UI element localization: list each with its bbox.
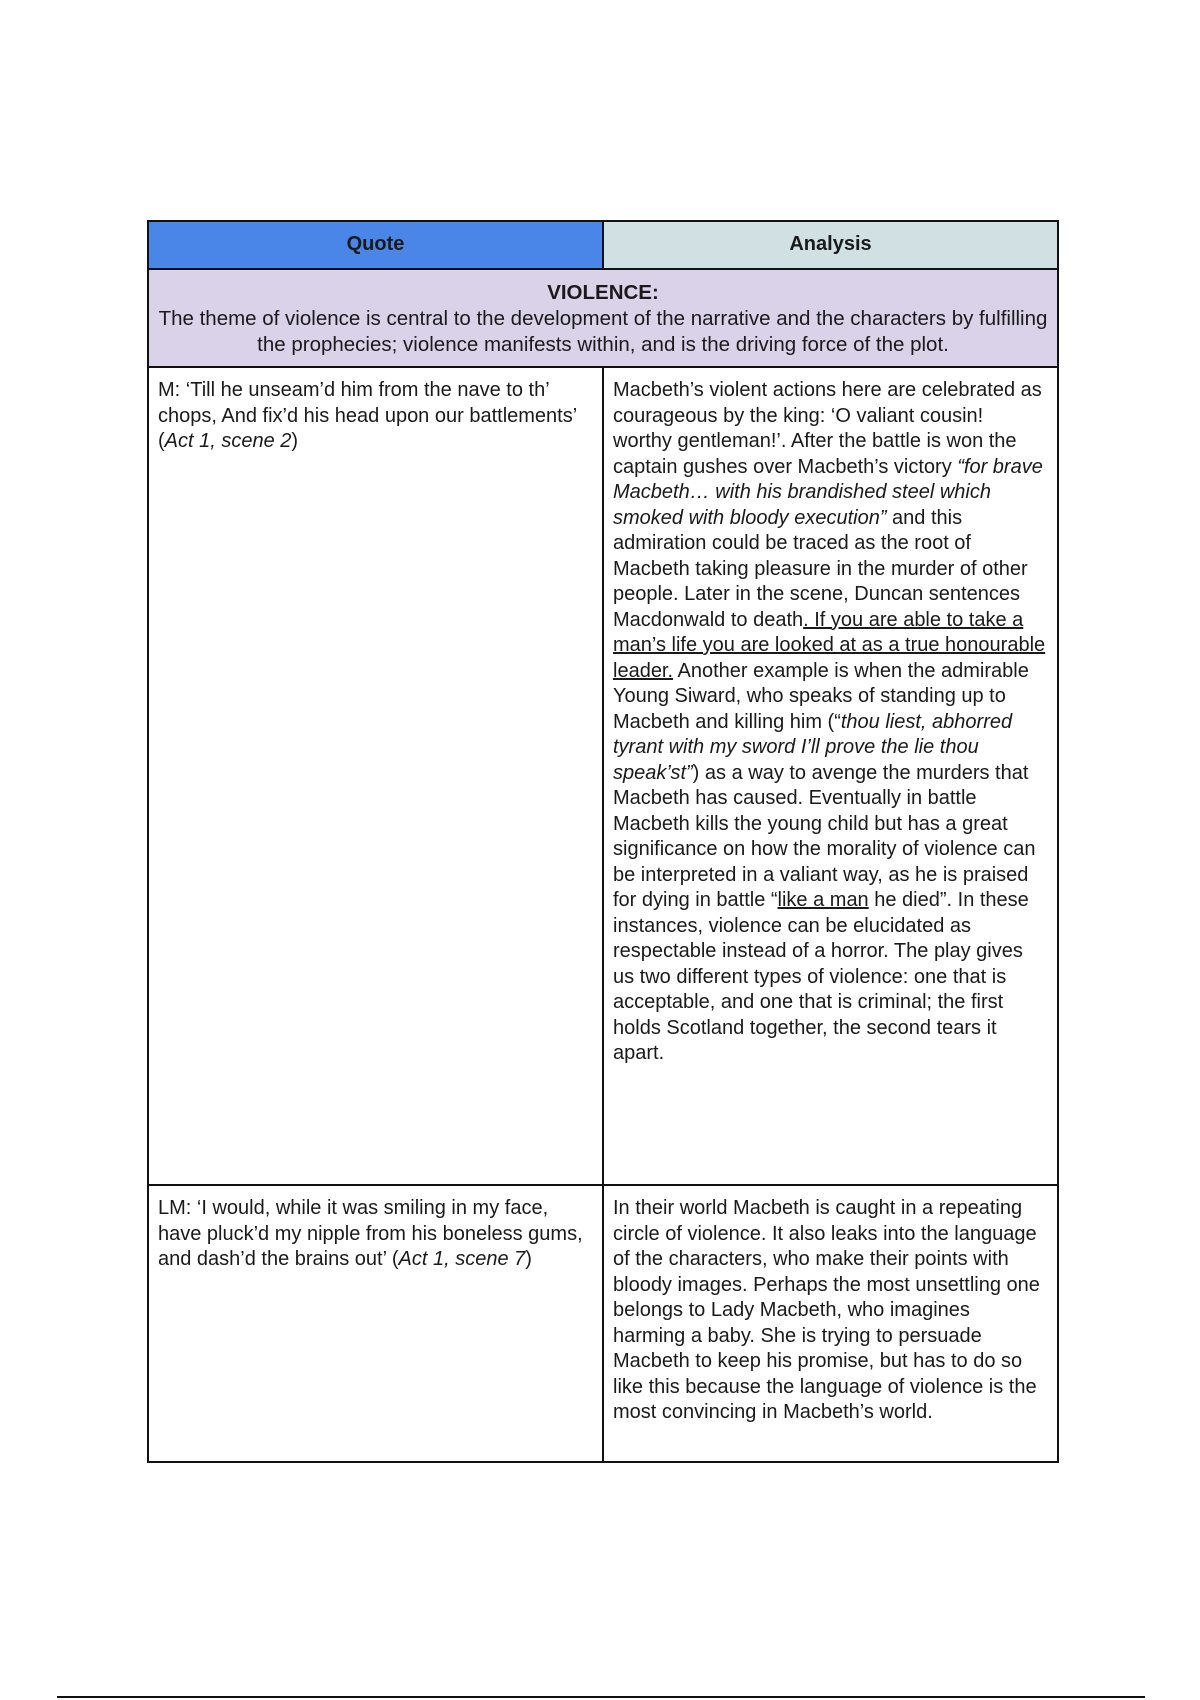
theme-row [148,269,1058,367]
quote-analysis-table [147,220,1059,1463]
quote-cell [148,367,603,1185]
text-segment: Macbeth’s violent actions here are celebrated as courageous by the king: ‘O valiant cousin! worthy gentleman!’. After the battle is won the captain gushes over Macbeth’s victory [613,379,1042,478]
analysis-cell [603,1185,1058,1462]
header-analysis: Analysis [603,221,1058,269]
quote-cell [148,1185,603,1462]
text-segment: In their world Macbeth is caught in a repeating circle of violence. It also leaks into the language of the characters, who make their points with bloody images. Perhaps the most unsettling one belongs to Lady Macbeth, who imagines harming a baby. She is trying to persuade Macbeth to keep his promise, but has to do so like this because the language of violence is the most convincing in Macbeth’s world. [613,1197,1040,1423]
analysis-cell [603,367,1058,1185]
italic-text: thou liest, abhorred tyrant with my sword I’ll prove the lie thou speak’st” [613,710,1013,784]
text-segment: LM: ‘I would, while it was smiling in my face, have pluck’d my nipple from his boneless gums, and dash’d the brains out’ ( [158,1197,583,1270]
header-quote: Quote [148,221,603,269]
theme-cell [148,269,1058,367]
footer-divider [57,1696,1145,1698]
italic-text: Act 1, scene 2 [164,430,292,452]
text-segment: ) [291,430,299,452]
italic-text: “for brave Macbeth… with his brandished steel which smoked with bloody execution” [613,455,1043,529]
theme-description: The theme of violence is central to the development of the narrative and the characters by fulfilling the prophecies; violence manifests within, and is the driving force of the plot. [158,307,1048,356]
text-segment: Another example is when the admirable Young Siward, who speaks of standing up to Macbeth and killing him (“ [613,659,1029,733]
text-segment: ) as a way to avenge the murders that Macbeth has caused. Eventually in battle Macbeth kills the young child but has a great significance on how the morality of violence can be interpreted in a valiant way, as he is praised for dying in battle “ [613,761,1036,911]
table-row [148,367,1058,1185]
text-segment: and this admiration could be traced as the root of Macbeth taking pleasure in the murder of other people. Later in the scene, Duncan sentences Macdonwald to death [613,506,1028,631]
text-segment: M: ‘Till he unseam’d him from the nave to th’ chops, And fix’d his head upon our battlements’ ( [158,379,577,452]
text-segment: ) [525,1248,532,1270]
underlined-text: like a man [777,889,869,911]
table-row [148,1185,1058,1462]
italic-text: Act 1, scene 7 [398,1248,526,1270]
theme-title: VIOLENCE: [547,281,659,304]
underlined-text: . If you are able to take a man’s life you are looked at as a true honourable leader. [613,608,1046,682]
header-row [148,221,1058,269]
text-segment: he died”. In these instances, violence can be elucidated as respectable instead of a horror. The play gives us two different types of violence: one that is acceptable, and one that is criminal; the first holds Scotland together, the second tears it apart. [613,889,1029,1064]
